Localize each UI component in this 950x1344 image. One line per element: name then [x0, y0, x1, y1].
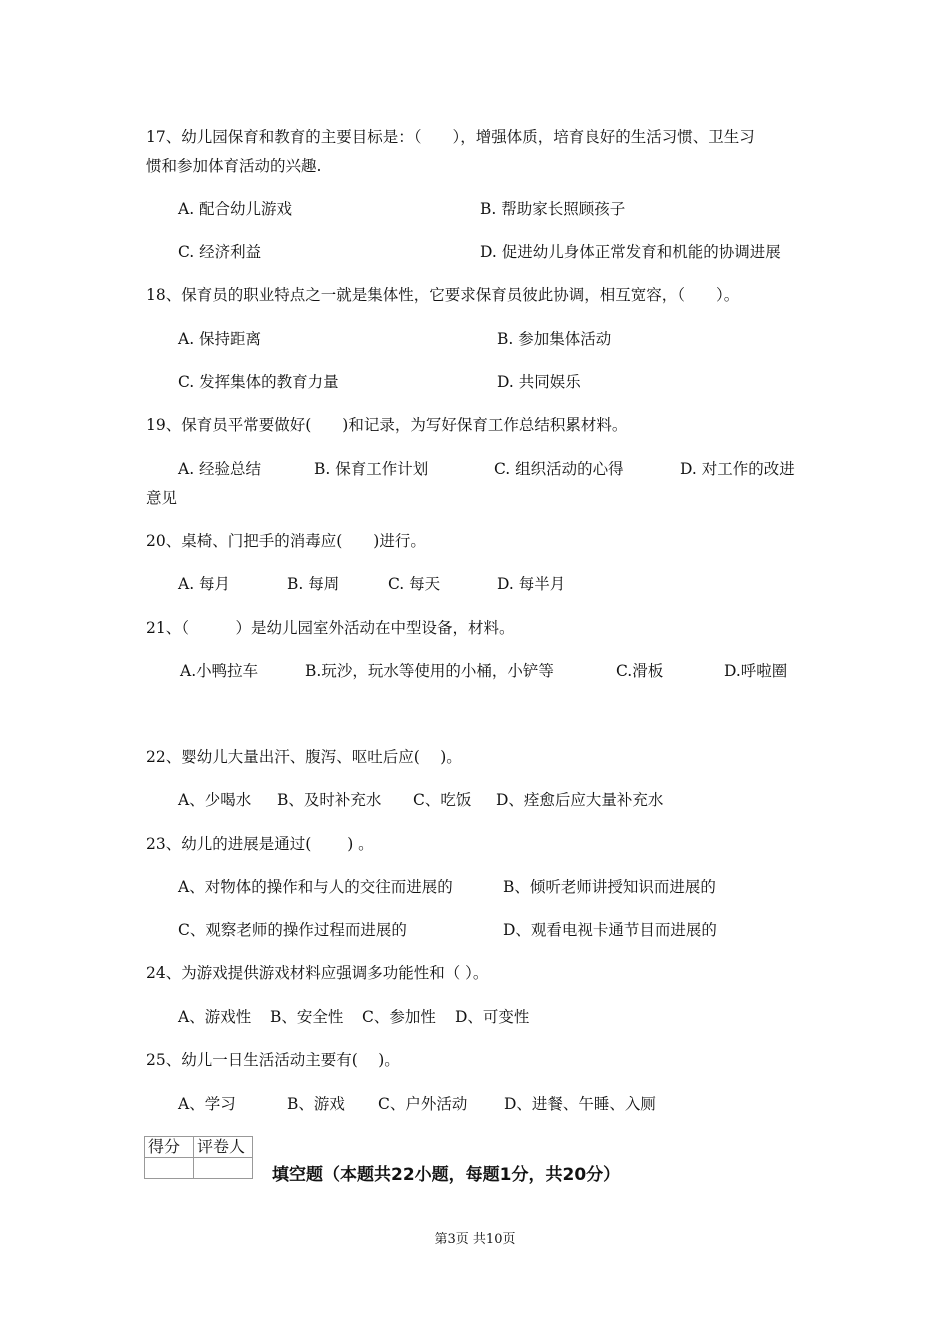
option-b: B、及时补充水 [277, 791, 382, 809]
score-cell [145, 1158, 194, 1179]
option-d: D、痊愈后应大量补充水 [496, 791, 664, 809]
option-b: B.玩沙，玩水等使用的小桶，小铲等 [305, 662, 554, 680]
option-a: A. 保持距离 [178, 330, 262, 348]
option-c: C. 每天 [388, 575, 441, 593]
option-d: D、可变性 [455, 1008, 530, 1026]
option-b: B. 每周 [287, 575, 340, 593]
question-text: 惯和参加体育活动的兴趣. [146, 157, 322, 175]
option-b: B、游戏 [287, 1095, 345, 1113]
question-text: 21、（ ）是幼儿园室外活动在中型设备，材料。 [146, 619, 515, 637]
option-a: A、学习 [178, 1095, 236, 1113]
option-c: C、吃饭 [413, 791, 472, 809]
question-text: 22、婴幼儿大量出汗、腹泻、呕吐后应( )。 [146, 748, 462, 766]
option-c: C. 组织活动的心得 [494, 460, 624, 478]
option-c: C. 发挥集体的教育力量 [178, 373, 339, 391]
question-text: 23、幼儿的进展是通过( ) 。 [146, 835, 374, 853]
section-title: 填空题（本题共22小题，每题1分，共20分） [272, 1165, 621, 1185]
question-text: 24、为游戏提供游戏材料应强调多功能性和（ ）。 [146, 964, 489, 982]
option-d: D. 每半月 [497, 575, 566, 593]
question-text: 17、幼儿园保育和教育的主要目标是：（ ），增强体质，培育良好的生活习惯、卫生习 [146, 128, 755, 146]
option-a: A、对物体的操作和与人的交往而进展的 [178, 878, 453, 896]
question-text: 25、幼儿一日生活活动主要有( )。 [146, 1051, 400, 1069]
option-d: D、进餐、午睡、入厕 [504, 1095, 656, 1113]
option-a: A. 配合幼儿游戏 [178, 200, 293, 218]
option-a: A、游戏性 [178, 1008, 252, 1026]
option-c: C、参加性 [362, 1008, 436, 1026]
option-b: B. 帮助家长照顾孩子 [480, 200, 626, 218]
option-c: C、观察老师的操作过程而进展的 [178, 921, 407, 939]
option-a: A. 经验总结 [178, 460, 262, 478]
option-d: D. 对工作的改进 [680, 460, 795, 478]
page-footer: 第3页 共10页 [434, 1232, 516, 1247]
option-d-wrap: 意见 [146, 489, 178, 507]
option-a: A. 每月 [178, 575, 231, 593]
option-c: C、户外活动 [378, 1095, 468, 1113]
score-label: 得分 [145, 1137, 194, 1158]
option-d: D. 促进幼儿身体正常发育和机能的协调进展 [480, 243, 781, 261]
question-text: 20、桌椅、门把手的消毒应( )进行。 [146, 532, 426, 550]
score-table [144, 1136, 253, 1179]
option-b: B、安全性 [270, 1008, 344, 1026]
option-b: B. 保育工作计划 [314, 460, 429, 478]
option-c: C. 经济利益 [178, 243, 262, 261]
option-b: B、倾听老师讲授知识而进展的 [503, 878, 716, 896]
grader-cell [194, 1158, 253, 1179]
option-a: A、少喝水 [178, 791, 252, 809]
option-c: C.滑板 [616, 662, 664, 680]
grader-label: 评卷人 [194, 1137, 253, 1158]
option-b: B. 参加集体活动 [497, 330, 612, 348]
option-d: D.呼啦圈 [724, 662, 788, 680]
question-text: 18、保育员的职业特点之一就是集体性，它要求保育员彼此协调，相互宽容，（ ）。 [146, 286, 740, 304]
option-d: D. 共同娱乐 [497, 373, 581, 391]
option-a: A.小鸭拉车 [180, 662, 259, 680]
option-d: D、观看电视卡通节目而进展的 [503, 921, 717, 939]
question-text: 19、保育员平常要做好( )和记录，为写好保育工作总结积累材料。 [146, 416, 628, 434]
